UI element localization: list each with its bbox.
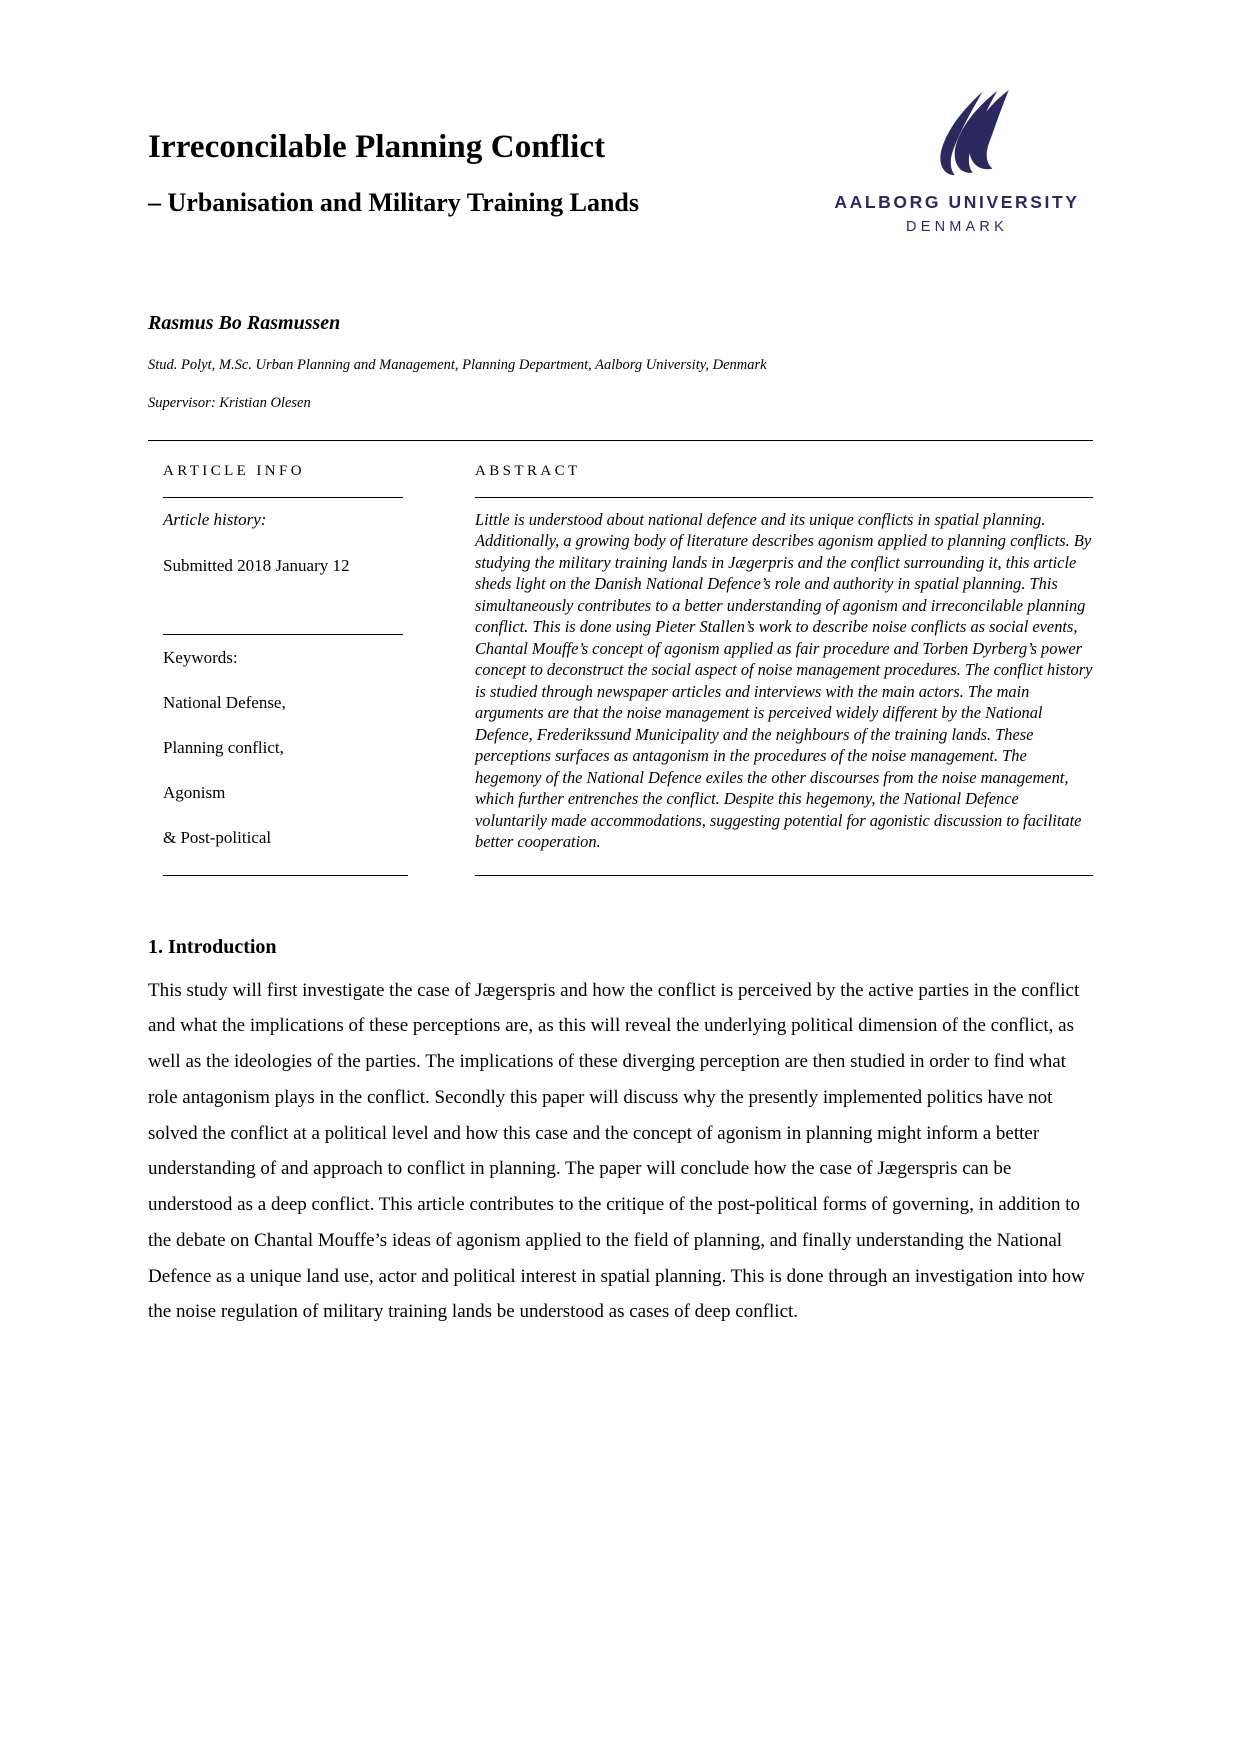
infobox-footer-rules [148,875,1093,876]
article-history-value: Submitted 2018 January 12 [163,556,350,575]
introduction-heading: 1. Introduction [148,935,277,958]
author-name: Rasmus Bo Rasmussen [148,312,341,334]
page-content [148,0,1093,1330]
keyword-item: Planning conflict, [163,738,284,757]
keyword-item: Agonism [163,783,226,802]
footer-rule-left-wrap [148,875,443,876]
page-title: Irreconcilable Planning Conflict [148,129,606,165]
author-affiliation: Stud. Polyt, M.Sc. Urban Planning and Management, Planning Department, Aalborg University, Denmark [148,357,767,373]
column-gap [443,441,470,853]
paper-header [148,0,1093,268]
logo-university-name: AALBORG UNIVERSITY [834,192,1080,212]
author-block [148,312,1093,412]
supervisor-line: Supervisor: Kristian Olesen [148,395,311,411]
introduction-section [148,936,1093,1330]
page-subtitle: – Urbanisation and Military Training Lands [148,187,639,217]
article-info-divider [163,497,403,498]
article-history-label: Article history: [163,510,267,529]
article-info-abstract-box [148,440,1093,876]
keywords-label: Keywords: [163,648,238,667]
keywords-divider [163,634,403,635]
title-block [148,128,838,218]
abstract-text: Little is understood about national defence and its unique conflicts in spatial planning. Additionally, a growing body of literature describes agonism applied to planning conflicts. By studying the military training lands in Jægerpris and the conflict surrounding it, this article sheds light on the Danish National Defence’s role and authority in spatial planning. This simultaneously contributes to a better understanding of agonism and irreconcilable planning conflict. This is done using Pieter Stallen’s work to describe noise conflicts as social events, Chantal Mouffe’s concept of agonism applied as fair procedure and Torben Dyrberg’s power concept to deconstruct the social aspect of noise management procedures. The conflict history is studied through newspaper articles and interviews with the main actors. The main arguments are that the noise management is perceived widely different by the National Defence, Frederikssund Municipality and the neighbours of the training lands. These perceptions surfaces as antagonism in the procedures of the noise management. The hegemony of the National Defence exiles the other discourses from the noise management, which further entrenches the conflict. Despite this hegemony, the National Defence voluntarily made accommodations, suggesting potential for agonistic discussion to facilitate better cooperation. [475,510,1093,852]
keyword-item: & Post-political [163,828,272,847]
abstract-column [470,441,1093,853]
footer-rule-right [475,875,1093,876]
article-info-heading: ARTICLE INFO [163,463,305,479]
introduction-paragraph: This study will first investigate the case of Jægerspris and how the conflict is perceived by the active parties in the conflict and what the implications of these perceptions are, as this will reveal the underlying political dimension of the conflict, as well as the ideologies of the parties. The implications of these diverging perception are then studied in order to find what role antagonism plays in the conflict. Secondly this paper will discuss why the presently implemented politics have not solved the conflict at a political level and how this case and the concept of agonism in planning might inform a better understanding of and approach to conflict in planning. The paper will conclude how the case of Jægerspris can be understood as a deep conflict. This article contributes to the critique of the post-political forms of governing, in addition to the debate on Chantal Mouffe’s ideas of agonism applied to the field of planning, and finally understanding the National Defence as a unique land use, actor and political interest in spatial planning. This is done through an investigation into how the noise regulation of military training lands be understood as cases of deep conflict. [148,979,1085,1323]
abstract-heading: ABSTRACT [475,463,581,479]
keyword-item: National Defense, [163,693,286,712]
footer-rule-right-wrap [470,875,1093,876]
footer-gap [443,875,470,876]
footer-rule-left [163,875,408,876]
keywords-block [163,648,443,848]
abstract-divider [475,497,1093,498]
university-logo [827,90,1087,236]
aau-swoosh-icon [904,90,1010,176]
article-info-column [148,441,443,853]
logo-country-name: DENMARK [906,218,1008,235]
